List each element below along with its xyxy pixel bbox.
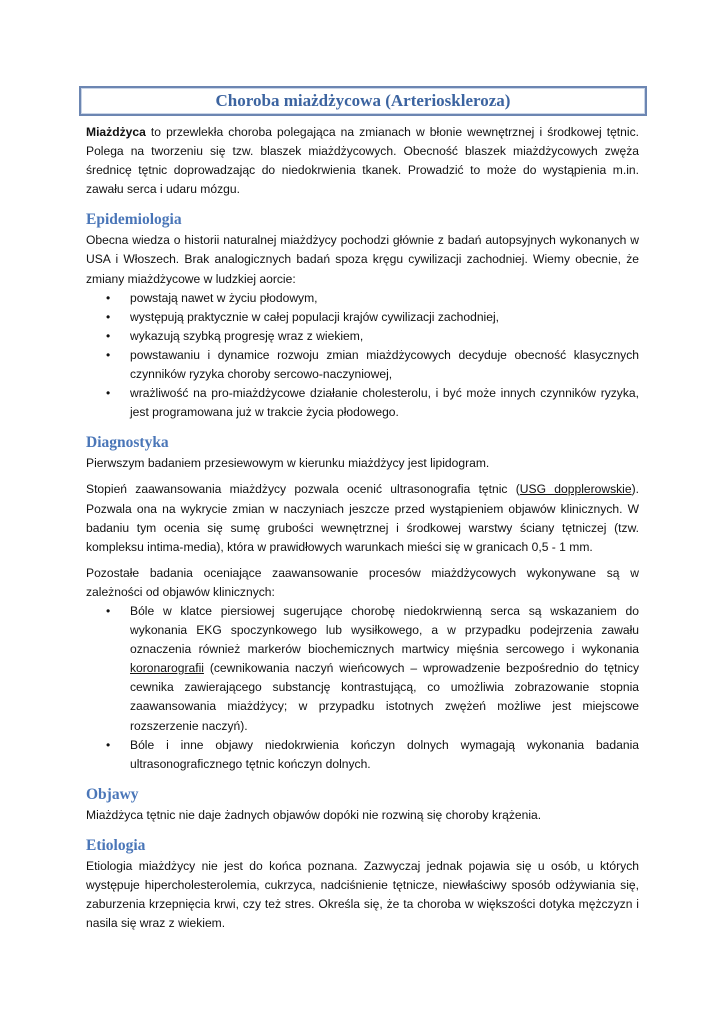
list-item-text: wrażliwość na pro-miażdżycowe działanie cholesterolu, i być może innych czynników ryzyka, jest programowana już w trakcie życia płodowego. (130, 386, 639, 420)
koronarografii-link[interactable]: koronarografii (130, 661, 204, 676)
document-body (86, 123, 639, 933)
list-item (86, 289, 639, 308)
heading-epidemiologia: Epidemiologia (86, 211, 182, 229)
usg-dopplerowskie-link[interactable]: USG dopplerowskie (519, 482, 632, 497)
diagnostyka-paragraph-1: Pierwszym badaniem przesiewowym w kierunku miażdżycy jest lipidogram. (86, 456, 490, 471)
list-item (86, 602, 639, 736)
bullet-icon: • (106, 347, 111, 362)
list-item-text: występują praktycznie w całej populacji krajów cywilizacji zachodniej, (130, 309, 500, 324)
bullet-icon: • (106, 290, 111, 305)
heading-diagnostyka: Diagnostyka (86, 434, 169, 452)
list-item (86, 736, 639, 774)
heading-etiologia: Etiologia (86, 836, 146, 854)
list-item-text: (cewnikowania naczyń wieńcowych – wprowadzenie bezpośrednio do tętnicy cewnika zawierającego substancję kontrastującą, co umożliwia zobrazowanie stopnia zaawansowania miażdżycy; w przypadku istotnych zwężeń możliwe jest miejscowe rozszerzenie naczyń). (130, 661, 639, 733)
bullet-icon: • (106, 737, 111, 752)
epidemiologia-text: Obecna wiedza o historii naturalnej miażdżycy pochodzi głównie z badań autopsyjnych wykonanych w USA i Włoszech. Brak analogicznych badań spoza kręgu cywilizacji zachodniej. Wiemy obecnie, że zmiany miażdżycowe w ludzkiej aorcie: (86, 233, 639, 286)
diagnostyka-list (86, 602, 639, 774)
list-item (86, 327, 639, 346)
intro-text: to przewlekła choroba polegająca na zmianach w błonie wewnętrznej i środkowej tętnic. Polega na tworzeniu się tzw. blaszek miażdżycowych. Obecność blaszek miażdżycowych zwęża średnicę tętnic doprowadzając do niedokrwienia tkanek. Prowadzić to może do wystąpienia m.in. zawału serca i udaru mózgu. (86, 125, 639, 197)
intro-paragraph (86, 123, 639, 199)
page-title: Choroba miażdżycowa (Arterioskleroza) (215, 91, 511, 110)
list-item (86, 346, 639, 384)
list-item (86, 384, 639, 422)
diagnostyka-paragraph-3: Pozostałe badania oceniające zaawansowanie procesów miażdżycowych wykonywane są w zależności od objawów klinicznych: (86, 565, 639, 599)
list-item-text: Bóle i inne objawy niedokrwienia kończyn dolnych wymagają wykonania badania ultrasonograficznego tętnic kończyn dolnych. (130, 737, 639, 771)
epidemiologia-list (86, 289, 639, 423)
bullet-icon: • (106, 603, 111, 618)
list-item-text: powstają nawet w życiu płodowym, (130, 290, 318, 305)
heading-objawy: Objawy (86, 785, 139, 803)
diagnostyka-paragraph-2 (86, 480, 639, 556)
list-item-text: wykazują szybką progresję wraz z wiekiem, (130, 328, 364, 343)
intro-term: Miażdżyca (86, 125, 146, 139)
bullet-icon: • (106, 386, 111, 401)
objawy-text: Miażdżyca tętnic nie daje żadnych objawów dopóki nie rozwiną się choroby krążenia. (86, 807, 542, 822)
etiologia-text: Etiologia miażdżycy nie jest do końca poznana. Zazwyczaj jednak pojawia się u osób, u których występuje hipercholesterolemia, cukrzyca, nadciśnienie tętnicze, niewłaściwy sposób odżywiania się, zaburzenia krzepnięcia krwi, czy też stres. Określa się, że ta choroba w większości dotyka mężczyzn i nasila się wraz z wiekiem. (86, 858, 639, 931)
list-item-text: powstawaniu i dynamice rozwoju zmian miażdżycowych decyduje obecność klasycznych czynników ryzyka choroby sercowo-naczyniowej, (130, 347, 639, 382)
list-item-text: Bóle w klatce piersiowej sugerujące chorobę niedokrwienną serca są wskazaniem do wykonania EKG spoczynkowego lub wysiłkowego, a w przypadku podejrzenia zawału oznaczenia również markerów biochemicznych martwicy mięśnia sercowego i wykonania (130, 603, 639, 657)
list-item (86, 308, 639, 327)
paragraph-text: Stopień zaawansowania miażdżycy pozwala ocenić ultrasonografia tętnic ( (86, 482, 520, 497)
bullet-icon: • (106, 328, 111, 343)
title-box (79, 86, 647, 116)
paragraph-text: ). Pozwala ona na wykrycie zmian w naczyniach jeszcze przed wystąpieniem objawów klinicznych. W badaniu tym ocenia się sumę grubości wewnętrznej i środkowej warstwy ściany tętniczej (tzw. kompleksu intima-media), która w prawidłowych warunkach mieści się w granicach 0,5 - 1 mm. (86, 482, 639, 554)
bullet-icon: • (106, 309, 111, 324)
